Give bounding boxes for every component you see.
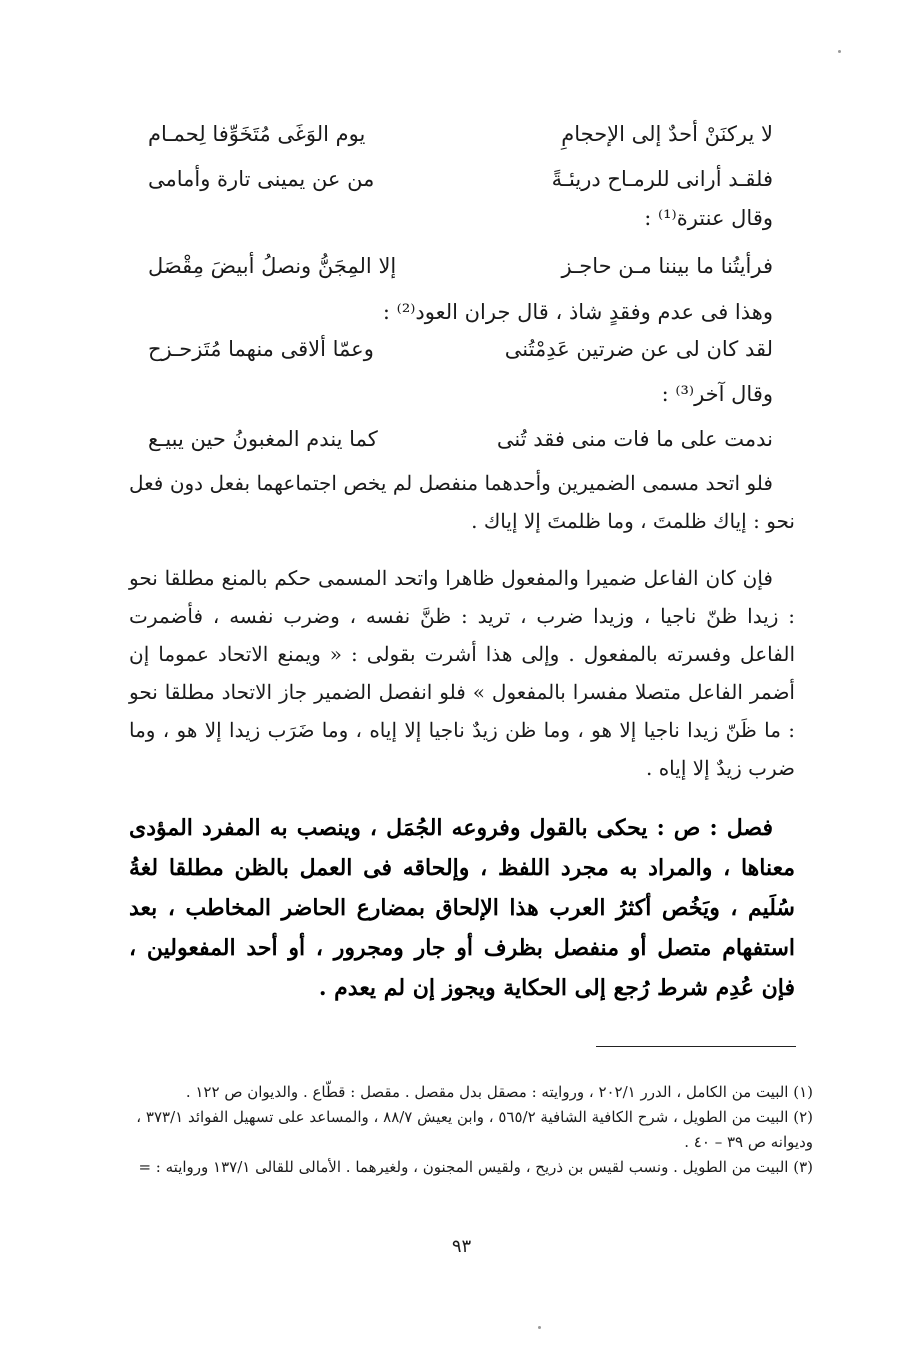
poem-verse-4 bbox=[148, 329, 773, 369]
verse-first-hemistich: لا يركنَنْ أحدٌ إلى الإحجامِ bbox=[561, 122, 773, 146]
intro-line-3: وقال آخر⁽³⁾ : bbox=[661, 382, 773, 406]
paragraph-1: فلو اتحد مسمى الضميرين وأحدهما منفصل لم يخص اجتماعهما بفعل دون فعل نحو : إياك ظلمتَ ، وما ظلمتَ إلا إياك . bbox=[129, 471, 795, 533]
intro-line-2: وهذا فى عدم وفقدٍ شاذ ، قال جران العود⁽²⁾ : bbox=[382, 300, 773, 324]
footnotes bbox=[113, 1080, 813, 1180]
poem-verse-2 bbox=[148, 159, 773, 199]
footnote-1: (١) البيت من الكامل ، الدرر ٢٠٢/١ ، وروايته : مصقل بدل مقصل . مقصل : قطّاع . والديوان ص ١٢٢ . bbox=[185, 1083, 813, 1101]
verse-second-hemistich: من عن يمينى تارة وأمامى bbox=[148, 167, 375, 191]
scan-speck bbox=[838, 50, 841, 53]
poem-verse-3 bbox=[148, 246, 773, 286]
verse-second-hemistich: يوم الوَغَى مُتَخَوِّفا لِحمـام bbox=[148, 122, 366, 146]
paragraph-2: فإن كان الفاعل ضميرا والمفعول ظاهرا واتحد المسمى حكم بالمنع مطلقا نحو : زيدا ظنّ ناجيا ، وزيدا ضرب ، تريد : ظنَّ نفسه ، وضرب نفسه ، فأضمرت الفاعل وفسرته بالمفعول . وإلى هذا أشرت بقولى : « ويمنع الاتحاد عموما إن أضمر الفاعل متصلا مفسرا بالمفعول » فلو انفصل الضمير جاز الاتحاد مطلقا نحو : ما ظَنّ زيدا ناجيا إلا هو ، وما ظن زيدٌ ناجيا إلا إياه ، وما ضَرَب زيدا إلا هو ، وما ضرب زيدٌ إلا إياه . bbox=[129, 566, 795, 780]
verse-first-hemistich: لقد كان لى عن ضرتين عَدِمْتُنى bbox=[504, 337, 773, 361]
footnote-2: (٢) البيت من الطويل ، شرح الكافية الشافية ٥٦٥/٢ ، وابن يعيش ٨٨/٧ ، والمساعد على تسهيل الفوائد ٣٧٣/١ ، وديوانه ص ٣٩ – ٤٠ . bbox=[136, 1108, 813, 1151]
poem-verse-1 bbox=[148, 114, 773, 154]
verse-first-hemistich: ندمت على ما فات منى فقد تُنى bbox=[496, 427, 773, 451]
verse-second-hemistich: إلا المِجَنُّ ونصلُ أبيضَ مِقْصَل bbox=[148, 254, 397, 278]
verse-second-hemistich: وعمّا ألاقى منهما مُتَزحـزح bbox=[148, 337, 374, 361]
section-heading-paragraph: فصل : ص : يحكى بالقول وفروعه الجُمَل ، وينصب به المفرد المؤدى معناها ، والمراد به مجرد اللفظ ، وإلحاقه فى العمل بالظن مطلقا لغةُ سُلَيم ، ويَخُص أكثرُ العرب هذا الإلحاق بمضارع الحاضر المخاطب ، بعد استفهام متصل أو منفصل بظرف أو جار ومجرور ، أو أحد المفعولين ، فإن عُدِم شرط رُجع إلى الحكاية ويجوز إن لم يعدم . bbox=[129, 815, 795, 1001]
verse-second-hemistich: كما يندم المغبونُ حين يبيـع bbox=[148, 427, 378, 451]
footnote-3: (٣) البيت من الطويل . ونسب لقيس بن ذريح ، ولقيس المجنون ، ولغيرهما . الأمالى للقالى ١٣٧/١ وروايته : = bbox=[138, 1158, 813, 1176]
scan-speck bbox=[538, 1326, 541, 1329]
verse-first-hemistich: فرأيتُنا ما بيننا مـن حاجـز bbox=[561, 254, 773, 278]
poem-verse-5 bbox=[148, 419, 773, 459]
verse-first-hemistich: فلقـد أرانى للرمـاح دريئـةً bbox=[551, 167, 773, 191]
intro-line-1: وقال عنترة⁽¹⁾ : bbox=[644, 206, 773, 230]
footnote-separator bbox=[596, 1046, 796, 1047]
page-number: ٩٣ bbox=[451, 1236, 472, 1257]
